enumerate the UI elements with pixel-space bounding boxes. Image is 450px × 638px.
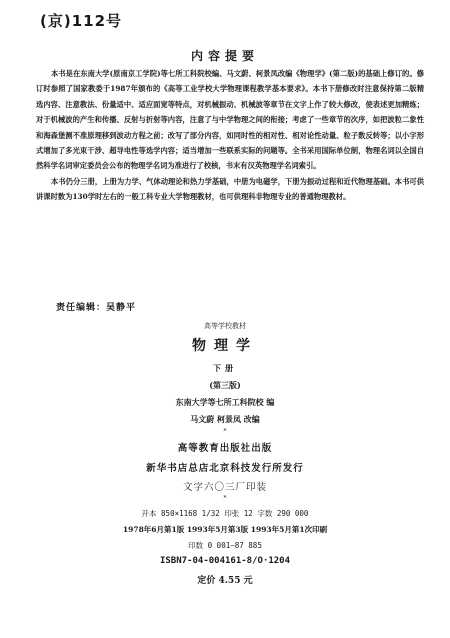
distributor-line: 新华书店总店北京科技发行所发行 <box>146 463 304 474</box>
printer-line: 文字六〇三厂印装 <box>182 482 267 493</box>
volume-label: 下册 <box>213 363 237 373</box>
separator-star-2: * <box>223 495 227 502</box>
summary-heading: 内容提要 <box>190 49 259 63</box>
print-run: 印数 0 001—87 885 <box>188 541 262 550</box>
isbn: ISBN7-04-004161-8/O·1204 <box>159 556 291 566</box>
edition-label: (第三版) <box>209 380 241 390</box>
separator-star: * <box>223 428 227 435</box>
summary-paragraph-1: 本书是在东南大学(原南京工学院)等七所工科院校编、马文蔚、柯景凤改编《物理学》(第二版)的基础上修订的。修订时参照了国家教委于1987年颁布的《高等工业学校大学物理课程教学基本要求》。本书下册修改时注意保持第二版精选内容、注意教法、份量适中、适应面宽等特点，对机械振动、机械波等章节在文字上作了较大修改，使表述更加精炼；对于机械波的产生和传播、反射与折射等内容，注意了与中学物理之间的衔接；考虑了一些章节的次序，如把波粒二象性和海森堡测不准原理移到波动方程之前；改写了部分内容，如同时性的相对性、相对论性动量、粒子数反转等；以小字形式增加了多光束干涉、超导电性等选学内容；适当增加一些联系实际的问题等。全书采用国际单位制，物理名词以全国自然科学名词审定委员会公布的物理学名词为准进行了校核，书末有汉英物理学名词索引。 <box>36 69 424 171</box>
summary-paragraph-2: 本书仍分三册，上册为力学、气体动理论和热力学基础，中册为电磁学，下册为振动过程和近代物理基础。本书可供讲课时数为130学时左右的一般工科专业大学物理教材，也可供理科非物理专业的普通物理教材。 <box>36 176 424 202</box>
author-line: 东南大学等七所工科院校 编 <box>175 397 275 407</box>
registration-number: (京)112号 <box>40 12 123 30</box>
reviser-line: 马文蔚 柯景凤 改编 <box>190 414 260 424</box>
summary-body <box>36 66 424 205</box>
edition-history: 1978年6月第1版 1993年5月第3版 1993年5月第1次印刷 <box>122 525 328 534</box>
price: 定价 4.55 元 <box>197 576 253 586</box>
book-title: 物理学 <box>192 338 258 354</box>
responsible-editor: 责任编辑：吴静平 <box>56 303 137 313</box>
publisher-line: 高等教育出版社出版 <box>177 443 273 454</box>
series-name: 高等学校教材 <box>204 322 246 330</box>
format-specs: 开本 850×1168 1/32 印张 12 字数 290 000 <box>141 509 309 518</box>
